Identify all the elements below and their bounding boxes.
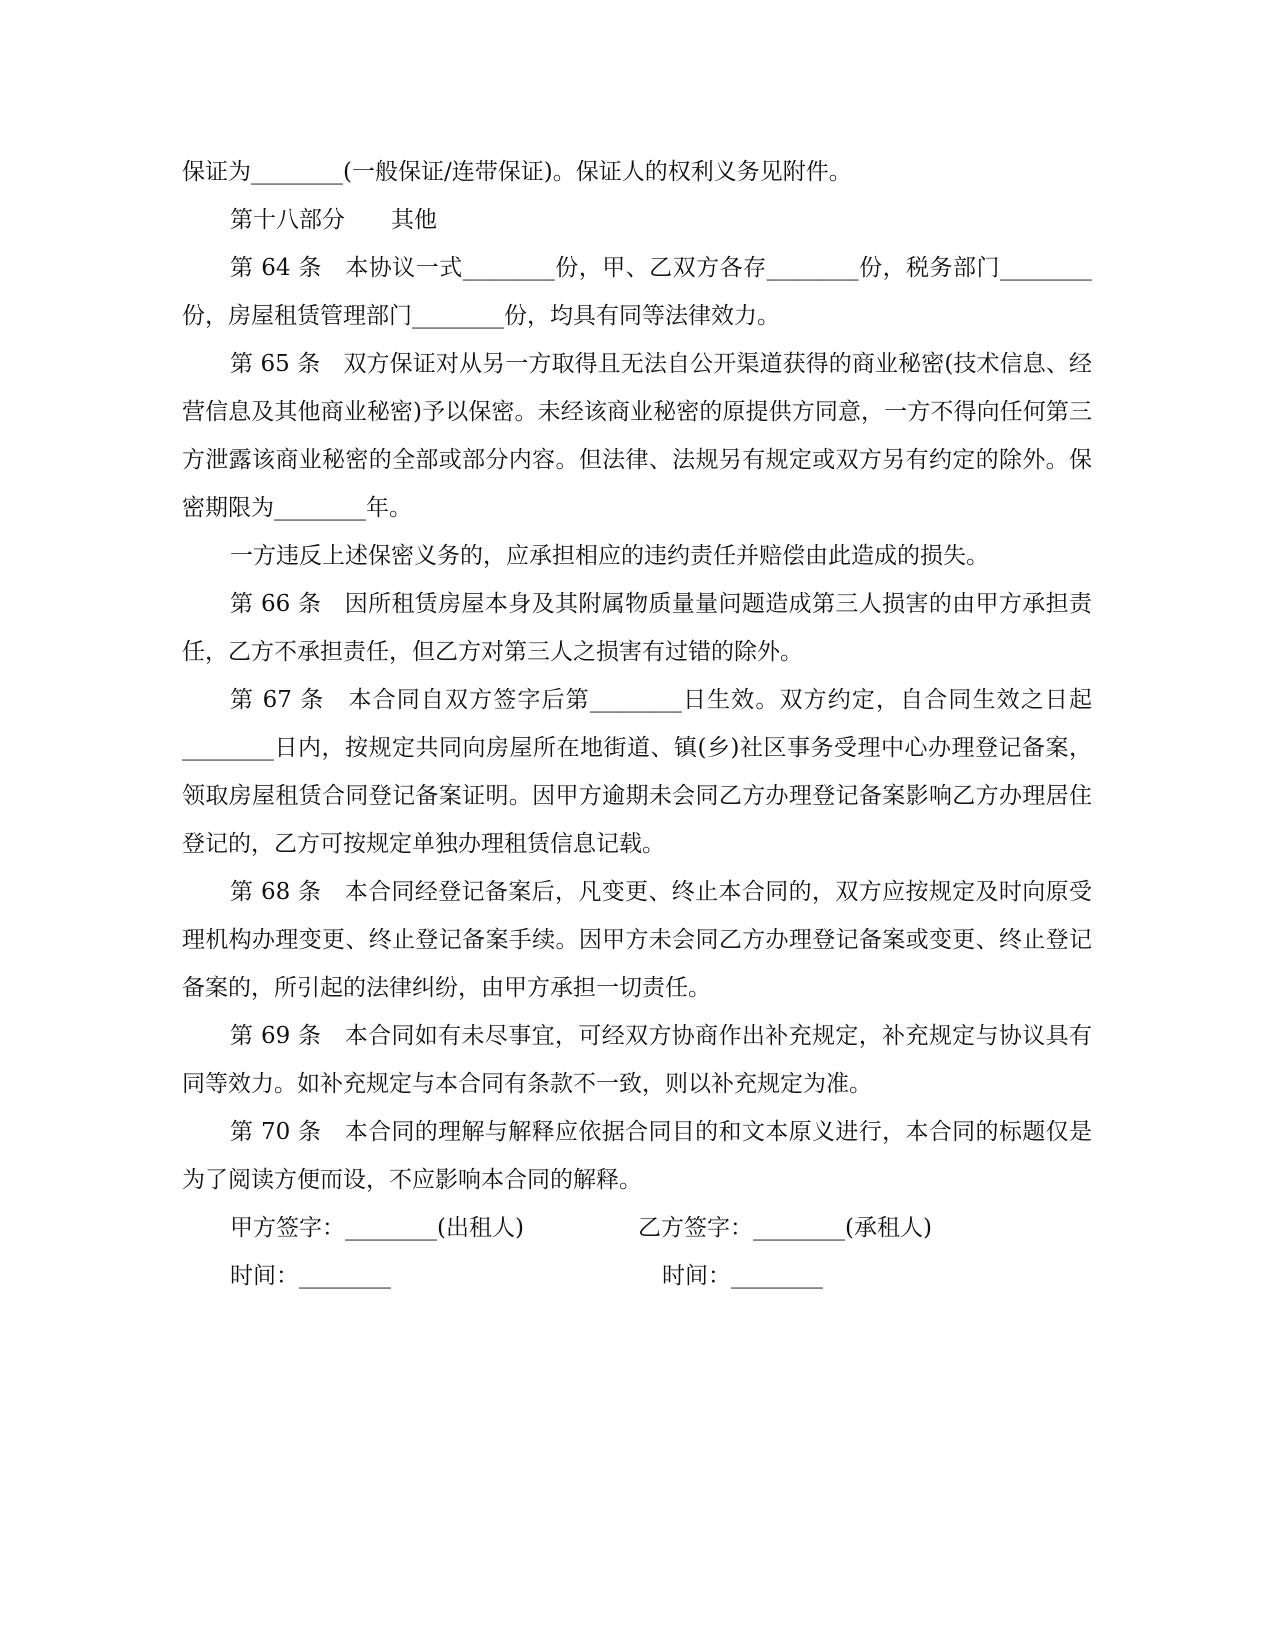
article-69: 第 69 条 本合同如有未尽事宜，可经双方协商作出补充规定，补充规定与协议具有同等效力。如补充规定与本合同有条款不一致，则以补充规定为准。 [182,1023,1092,1097]
article-65: 第 65 条 双方保证对从另一方取得且无法自公开渠道获得的商业秘密(技术信息、经营信息及其他商业秘密)予以保密。未经该商业秘密的原提供方同意，一方不得向任何第三方泄露该商业秘密的全部或部分内容。但法律、法规另有规定或双方另有约定的除外。保密期限为________年。 [182,351,1092,521]
article-70: 第 70 条 本合同的理解与解释应依据合同目的和文本原义进行，本合同的标题仅是为了阅读方便而设，不应影响本合同的解释。 [182,1119,1092,1193]
article-68: 第 68 条 本合同经登记备案后，凡变更、终止本合同的，双方应按规定及时向原受理机构办理变更、终止登记备案手续。因甲方未会同乙方办理登记备案或变更、终止登记备案的，所引起的法律纠纷，由甲方承担一切责任。 [182,879,1092,1001]
article-67: 第 67 条 本合同自双方签字后第________日生效。双方约定，自合同生效之日起________日内，按规定共同向房屋所在地街道、镇(乡)社区事务受理中心办理登记备案，领取房屋租赁合同登记备案证明。因甲方逾期未会同乙方办理登记备案影响乙方办理居住登记的，乙方可按规定单独办理租赁信息记载。 [182,687,1092,857]
party-b-date: 时间：________ [662,1263,823,1289]
signature-row [182,1204,1092,1252]
article-64: 第 64 条 本协议一式________份，甲、乙双方各存________份，税务部门________份，房屋租赁管理部门________份，均具有同等法律效力。 [182,255,1092,329]
paragraph-guarantee-type: 保证为________(一般保证/连带保证)。保证人的权利义务见附件。 [182,159,852,185]
party-a-date: 时间：________ [230,1263,391,1289]
article-66: 第 66 条 因所租赁房屋本身及其附属物质量量问题造成第三人损害的由甲方承担责任，乙方不承担责任，但乙方对第三人之损害有过错的除外。 [182,591,1092,665]
party-b-signature: 乙方签字：________(承租人) [638,1215,932,1241]
article-65-breach: 一方违反上述保密义务的，应承担相应的违约责任并赔偿由此造成的损失。 [230,543,989,569]
contract-body [182,148,1092,1300]
section-heading-part-18: 第十八部分 其他 [230,207,437,233]
party-a-signature: 甲方签字：________(出租人) [230,1215,524,1241]
date-row [182,1252,1092,1300]
